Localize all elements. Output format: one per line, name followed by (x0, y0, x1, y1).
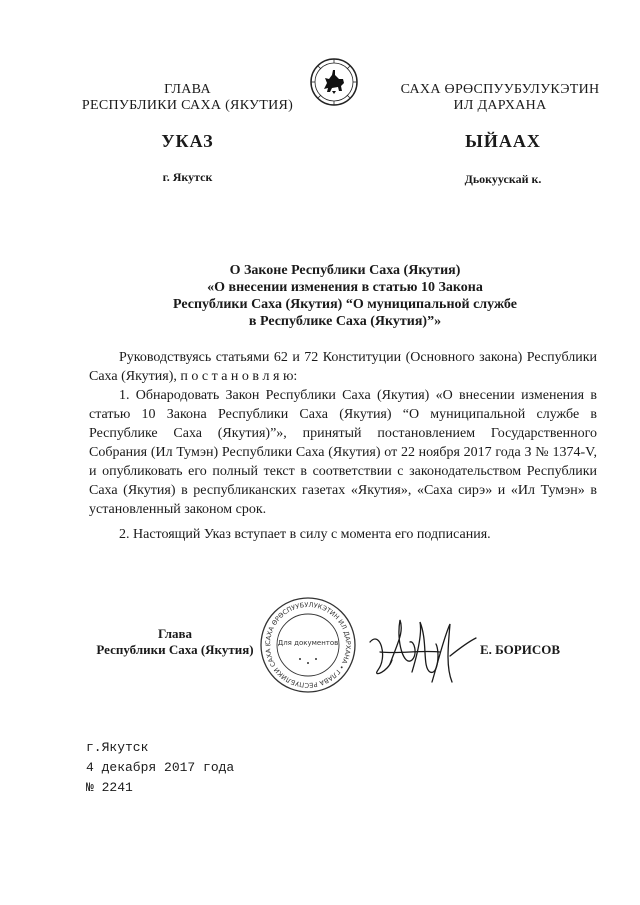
decree-subject (100, 262, 590, 330)
decree-title-sakha: ЫЙААХ (465, 131, 541, 151)
registration-block (86, 738, 346, 798)
registration-number: № 2241 (86, 780, 133, 795)
stamp-center-text: Для документов (277, 639, 339, 647)
header-right (380, 82, 620, 114)
stamp-ring-text: САХА ӨРӨСПУУБУЛУКЭТИН ИЛ ДАРХАНА • ГЛАВА РЕСПУБЛИКИ САХА ( (263, 600, 353, 690)
header-right-line2: ИЛ ДАРХАНА (453, 98, 547, 113)
header-left-line1: ГЛАВА (164, 82, 211, 97)
header-right-line1: САХА ӨРӨСПУУБУЛУКЭТИН (400, 82, 600, 97)
subject-line4: в Республике Саха (Якутия)”» (248, 314, 442, 329)
header-left-line2: РЕСПУБЛИКИ САХА (ЯКУТИЯ) (81, 98, 294, 113)
city-ru: г. Якутск (162, 170, 213, 184)
signatory-name: Е. БОРИСОВ (480, 642, 561, 657)
item-2-paragraph: 2. Настоящий Указ вступает в силу с момента его подписания. (119, 527, 491, 542)
subject-line2: «О внесении изменения в статью 10 Закона (207, 280, 483, 295)
city-sakha: Дьокуускай к. (464, 172, 542, 186)
registration-date: 4 декабря 2017 года (86, 760, 235, 775)
signatory-position-line1: Глава (157, 626, 193, 641)
header-left (80, 82, 295, 114)
signatory-position-line2: Республики Саха (Якутия) (96, 642, 254, 657)
official-stamp-seal (258, 595, 358, 695)
decree-body (89, 348, 597, 544)
coat-of-arms-emblem (310, 58, 358, 106)
handwritten-signature (360, 612, 480, 692)
item-1-paragraph: 1. Обнародовать Закон Республики Саха (Якутия) «О внесении изменения в статью 10 Закона Республики Саха (Якутия) “О муниципальной службе в Республике Саха (Якутия)”», принятый постановлением Государственного Собрания (Ил Тумэн) Республики Саха (Якутия) от 22 ноября 2017 года З № 1374-V, и опубликовать его полный текст в соответствии с законодательством Республики Саха (Якутия) в республиканских газетах «Якутия», «Саха сирэ» и «Ил Тумэн» в установленный законом срок. (89, 388, 597, 517)
signatory-position (80, 626, 270, 658)
preamble-paragraph: Руководствуясь статьями 62 и 72 Конституции (Основного закона) Республики Саха (Якутия), п о с т а н о в л я ю: (89, 350, 597, 384)
subject-line3: Республики Саха (Якутия) “О муниципальной службе (173, 297, 517, 312)
decree-title-ru: УКАЗ (161, 131, 214, 151)
registration-city: г.Якутск (86, 740, 149, 755)
subject-line1: О Законе Республики Саха (Якутия) (229, 263, 461, 278)
